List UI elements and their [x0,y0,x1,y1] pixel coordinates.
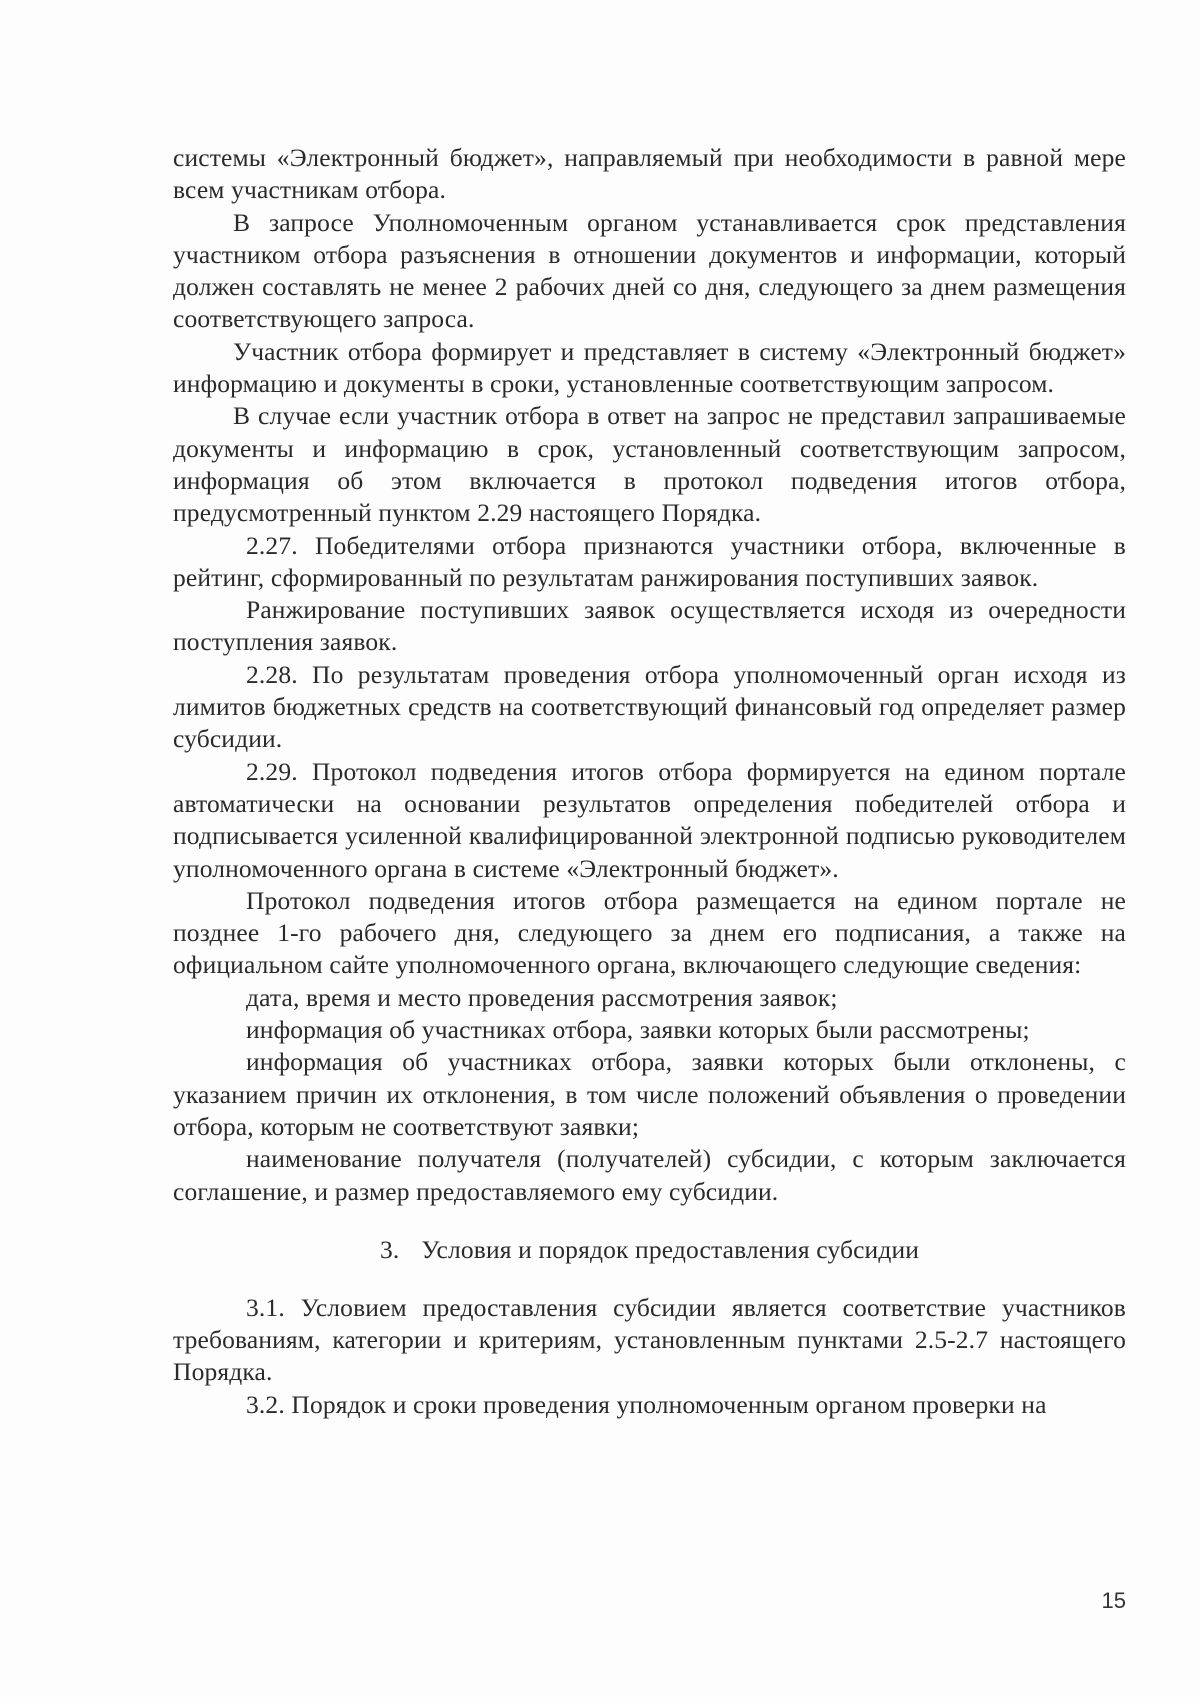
paragraph-3-1: 3.1. Условием предоставления субсидии является соответствие участников требованиям, категории и критериям, установленным пунктами 2.5-2.7 настоящего Порядка. [173,1292,1126,1387]
paragraph-2-27: 2.27. Победителями отбора признаются участники отбора, включенные в рейтинг, сформированный по результатам ранжирования поступивших заявок. [173,530,1126,592]
section-heading [173,1234,1126,1266]
section-number: 3. [379,1234,400,1264]
list-item: дата, время и место проведения рассмотрения заявок; [246,982,838,1012]
list-item: наименование получателя (получателей) субсидии, с которым заключается соглашение, и размер предоставляемого ему субсидии. [173,1144,1126,1206]
paragraph-3-2: 3.2. Порядок и сроки проведения уполномоченным органом проверки на [246,1389,1047,1419]
paragraph: системы «Электронный бюджет», направляемый при необходимости в равной мере всем участникам отбора. [173,143,1126,205]
list-item: информация об участниках отбора, заявки которых были рассмотрены; [246,1015,1030,1045]
paragraph-2-29: 2.29. Протокол подведения итогов отбора формируется на едином портале автоматически на основании результатов определения победителей отбора и подписывается усиленной квалифицированной электронной подписью руководителем уполномоченного органа в системе «Электронный бюджет». [173,756,1126,883]
paragraph: Участник отбора формирует и представляет в систему «Электронный бюджет» информацию и документы в сроки, установленные соответствующим запросом. [173,336,1126,399]
page-number: 15 [1101,1588,1126,1613]
list-item: информация об участниках отбора, заявки которых были отклонены, с указанием причин их отклонения, в том числе положений объявления о проведении отбора, которым не соответствуют заявки; [173,1047,1126,1141]
paragraph: Протокол подведения итогов отбора размещается на едином портале не позднее 1-го рабочего дня, следующего за днем его подписания, а также на официальном сайте уполномоченного органа, включающего следующие сведения: [173,885,1126,980]
paragraph-2-28: 2.28. По результатам проведения отбора уполномоченный орган исходя из лимитов бюджетных средств на соответствующий финансовый год определяет размер субсидии. [173,659,1126,754]
paragraph: В запросе Уполномоченным органом устанавливается срок представления участником отбора разъяснения в отношении документов и информации, который должен составлять не менее 2 рабочих дней со дня, следующего за днем размещения соответствующего запроса. [173,207,1126,334]
section-title: Условия и порядок предоставления субсидии [421,1234,920,1264]
document-body [173,142,1126,1421]
paragraph: В случае если участник отбора в ответ на запрос не представил запрашиваемые документы и информацию в срок, установленный соответствующим запросом, информация об этом включается в протокол подведения итогов отбора, предусмотренный пунктом 2.29 настоящего Порядка. [173,401,1126,528]
paragraph: Ранжирование поступивших заявок осуществляется исходя из очередности поступления заявок. [173,595,1126,657]
